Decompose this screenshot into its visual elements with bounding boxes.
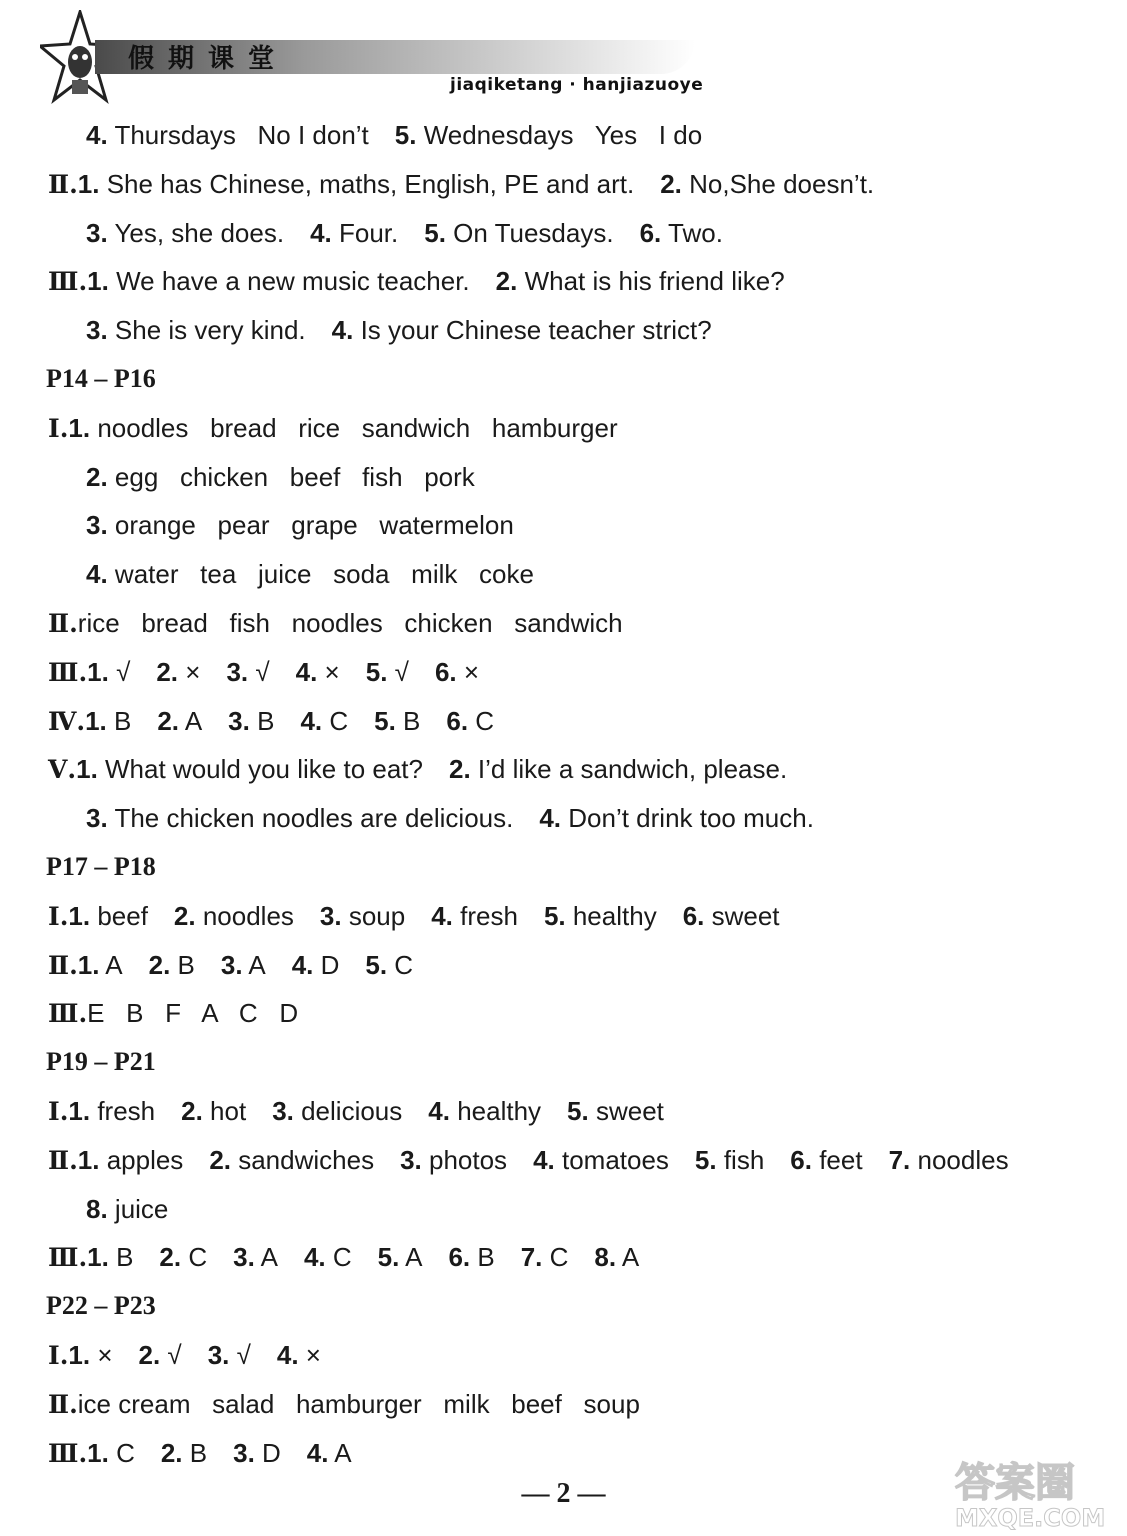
answer-item <box>395 115 702 155</box>
item-number: 5. <box>365 657 388 687</box>
item-number: 4. <box>291 950 314 980</box>
item-number: 3. <box>233 1438 255 1468</box>
item-number: 2. <box>209 1145 231 1175</box>
question-label: Ⅴ. <box>48 755 77 784</box>
item-number: 1. <box>87 1438 109 1468</box>
watermark-line1: 答案圈 <box>955 1460 1075 1506</box>
item-text: × <box>178 657 201 687</box>
item-text: What would you like to eat? <box>97 754 423 784</box>
item-number: 2. <box>181 1096 203 1126</box>
answer-line <box>86 798 814 838</box>
answer-item <box>277 1335 321 1375</box>
item-number: 1. <box>87 266 109 296</box>
item-number: 1. <box>87 657 109 687</box>
answer-item <box>87 993 298 1033</box>
answer-item <box>221 945 266 985</box>
item-text: B <box>395 706 421 736</box>
item-text: rice bread fish noodles chicken sandwich <box>77 608 623 638</box>
answer-item <box>86 457 475 497</box>
answer-item <box>86 554 534 594</box>
item-number: 1. <box>87 1242 109 1272</box>
item-number: 4. <box>310 218 332 248</box>
answer-item <box>161 1433 207 1473</box>
answer-line <box>48 1433 352 1473</box>
question-label: Ⅲ. <box>48 658 88 687</box>
answer-item <box>521 1237 569 1277</box>
answer-item <box>435 652 479 692</box>
answer-item <box>181 1091 246 1131</box>
answer-line <box>48 1237 639 1277</box>
item-text: √ <box>387 657 409 687</box>
answer-item <box>446 701 494 741</box>
item-text: sandwiches <box>231 1145 375 1175</box>
answer-item <box>640 213 723 253</box>
answer-line <box>48 164 874 204</box>
item-text: × <box>456 657 480 687</box>
item-text: apples <box>99 1145 184 1175</box>
item-number: 4. <box>295 657 318 687</box>
item-text: water tea juice soda milk coke <box>107 559 534 589</box>
answer-item <box>85 701 131 741</box>
answer-item <box>87 261 470 301</box>
item-number: 6. <box>446 706 469 736</box>
answer-item <box>533 1140 669 1180</box>
item-number: 5. <box>543 901 566 931</box>
item-text: Thursdays No I don’t <box>107 120 369 150</box>
question-label: Ⅲ. <box>48 1439 88 1468</box>
answer-item <box>296 652 340 692</box>
answer-item <box>310 213 398 253</box>
item-text: She has Chinese, maths, English, PE and art. <box>99 169 635 199</box>
section-heading: P14 – P16 <box>46 364 156 393</box>
item-number: 5. <box>694 1145 717 1175</box>
answer-item <box>567 1091 664 1131</box>
page-header <box>0 0 1127 110</box>
item-number: 7. <box>520 1242 543 1272</box>
answer-item <box>378 1237 423 1277</box>
item-text: A <box>399 1242 423 1272</box>
answer-line <box>48 945 413 985</box>
item-number: 4. <box>86 559 108 589</box>
item-number: 3. <box>207 1340 230 1370</box>
answer-line <box>48 408 618 448</box>
item-text: √ <box>160 1340 182 1370</box>
item-number: 4. <box>533 1145 555 1175</box>
item-number: 5. <box>377 1242 400 1272</box>
answer-item <box>233 1433 281 1473</box>
item-text: C <box>181 1242 208 1272</box>
item-number: 2. <box>173 901 196 931</box>
item-text: tomatoes <box>554 1145 669 1175</box>
answer-line <box>86 310 712 350</box>
item-number: 2. <box>660 169 682 199</box>
item-text: C <box>468 706 495 736</box>
item-text: beef <box>90 901 148 931</box>
answer-item <box>78 1384 640 1424</box>
answer-line <box>48 701 494 741</box>
item-text: D <box>254 1438 281 1468</box>
item-number: 2. <box>159 1242 182 1272</box>
item-number: 4. <box>86 120 108 150</box>
item-text: B <box>170 950 195 980</box>
answer-item <box>86 213 284 253</box>
item-text: A <box>179 706 203 736</box>
item-number: 1. <box>77 950 100 980</box>
item-number: 1. <box>68 901 91 931</box>
answer-item <box>87 652 130 692</box>
answer-item <box>365 945 413 985</box>
item-text: B <box>249 706 275 736</box>
answer-line <box>86 554 534 594</box>
item-text: Yes, she does. <box>107 218 285 248</box>
answer-item <box>428 1091 541 1131</box>
question-label: Ⅱ. <box>48 1390 78 1419</box>
answer-line <box>86 213 723 253</box>
answer-item <box>424 213 613 253</box>
answer-line <box>48 1091 664 1131</box>
item-text: B <box>182 1438 208 1468</box>
item-text: I’d like a sandwich, please. <box>470 754 788 784</box>
answer-item <box>449 749 787 789</box>
item-text: A <box>328 1438 352 1468</box>
item-number: 5. <box>394 120 417 150</box>
answer-item <box>496 261 785 301</box>
item-number: 5. <box>365 950 388 980</box>
item-number: 7. <box>888 1145 911 1175</box>
question-label: Ⅱ. <box>48 170 78 199</box>
item-text: C <box>542 1242 569 1272</box>
item-text: No,She doesn’t. <box>681 169 875 199</box>
answer-item <box>78 603 623 643</box>
question-label: Ⅲ. <box>48 267 88 296</box>
item-text: × <box>90 1340 113 1370</box>
item-text: fresh <box>90 1096 156 1126</box>
question-label: Ⅲ. <box>48 999 88 1028</box>
item-text: She is very kind. <box>107 315 306 345</box>
item-text: Is your Chinese teacher strict? <box>353 315 712 345</box>
item-number: 6. <box>639 218 662 248</box>
item-number: 2. <box>138 1340 161 1370</box>
answer-item <box>272 1091 402 1131</box>
item-number: 3. <box>272 1096 294 1126</box>
item-text: Two. <box>661 218 723 248</box>
answer-item <box>139 1335 182 1375</box>
answer-item <box>366 652 409 692</box>
item-text: E B F A C D <box>87 998 299 1028</box>
answer-line <box>86 505 514 545</box>
answer-item <box>660 164 874 204</box>
item-text: A <box>242 950 266 980</box>
answer-item <box>400 1140 507 1180</box>
item-text: A <box>616 1242 640 1272</box>
item-number: 2. <box>495 266 518 296</box>
item-number: 5. <box>424 218 446 248</box>
item-number: 4. <box>539 803 562 833</box>
question-label: Ⅱ. <box>48 609 78 638</box>
item-number: 4. <box>306 1438 329 1468</box>
item-text: √ <box>229 1340 251 1370</box>
item-text: D <box>313 950 340 980</box>
item-text: A <box>99 950 123 980</box>
item-text: × <box>298 1340 321 1370</box>
answer-item <box>86 798 513 838</box>
item-number: 5. <box>374 706 396 736</box>
answer-line <box>48 261 785 301</box>
item-text: C <box>322 706 349 736</box>
item-text: hot <box>202 1096 247 1126</box>
answer-item <box>228 701 274 741</box>
item-text: juice <box>107 1194 169 1224</box>
item-number: 3. <box>319 901 342 931</box>
answer-item <box>539 798 814 838</box>
question-label: Ⅱ. <box>48 1146 78 1175</box>
item-number: 3. <box>400 1145 422 1175</box>
item-number: 2. <box>156 657 179 687</box>
answer-item <box>683 896 780 936</box>
item-number: 3. <box>228 706 250 736</box>
item-text: We have a new music teacher. <box>108 266 470 296</box>
item-text: feet <box>811 1145 863 1175</box>
item-text: Four. <box>331 218 399 248</box>
item-number: 6. <box>790 1145 812 1175</box>
item-text: Don’t drink too much. <box>561 803 814 833</box>
item-number: 8. <box>594 1242 617 1272</box>
answer-item <box>68 1335 112 1375</box>
answer-item <box>86 115 369 155</box>
item-number: 4. <box>331 315 354 345</box>
item-number: 3. <box>226 657 249 687</box>
answer-line <box>86 115 702 155</box>
answer-item <box>209 1140 374 1180</box>
answer-item <box>320 896 405 936</box>
item-number: 1. <box>68 413 91 443</box>
answer-item <box>87 1433 135 1473</box>
question-label: Ⅲ. <box>48 1243 88 1272</box>
question-label: Ⅱ. <box>48 951 78 980</box>
answer-item <box>544 896 657 936</box>
item-number: 8. <box>86 1194 108 1224</box>
item-text: noodles <box>910 1145 1009 1175</box>
answer-item <box>68 408 617 448</box>
answer-item <box>76 749 423 789</box>
item-text: B <box>106 706 132 736</box>
item-number: 2. <box>448 754 471 784</box>
item-number: 6. <box>434 657 457 687</box>
item-number: 1. <box>77 1145 100 1175</box>
answer-item <box>374 701 420 741</box>
item-number: 4. <box>276 1340 299 1370</box>
item-text: delicious <box>293 1096 403 1126</box>
page-number: — 2 — <box>521 1478 606 1509</box>
section-heading: P17 – P18 <box>46 852 156 881</box>
item-number: 3. <box>86 510 108 540</box>
item-number: 1. <box>85 706 107 736</box>
answer-line <box>48 603 623 643</box>
answer-item <box>86 1189 168 1229</box>
section-heading: P22 – P23 <box>46 1291 156 1320</box>
answer-line <box>48 896 780 936</box>
answer-line <box>48 1140 1009 1180</box>
item-text: C <box>387 950 414 980</box>
answer-item <box>292 945 340 985</box>
answer-item <box>332 310 712 350</box>
answer-line <box>48 993 298 1033</box>
item-number: 4. <box>300 706 323 736</box>
answer-item <box>68 896 148 936</box>
answer-item <box>68 1091 155 1131</box>
answer-item <box>307 1433 352 1473</box>
item-number: 4. <box>428 1096 450 1126</box>
watermark-logo-icon <box>935 1448 1125 1533</box>
item-number: 2. <box>157 706 180 736</box>
answer-item <box>86 505 514 545</box>
answer-item <box>431 896 518 936</box>
answer-item <box>208 1335 251 1375</box>
question-label: Ⅰ. <box>48 414 69 443</box>
answer-item <box>594 1237 639 1277</box>
item-number: 1. <box>77 169 100 199</box>
answer-line <box>86 1189 168 1229</box>
item-text: sweet <box>588 1096 664 1126</box>
item-text: healthy <box>565 901 657 931</box>
item-number: 3. <box>233 1242 255 1272</box>
item-text: A <box>254 1242 278 1272</box>
answer-item <box>78 945 123 985</box>
question-label: Ⅰ. <box>48 1341 69 1370</box>
item-text: C <box>325 1242 352 1272</box>
answer-item <box>87 1237 133 1277</box>
item-text: photos <box>421 1145 508 1175</box>
answer-item <box>86 310 306 350</box>
answer-item <box>233 1237 278 1277</box>
answer-item <box>156 652 200 692</box>
item-text: ice cream salad hamburger milk beef soup <box>77 1389 640 1419</box>
item-number: 1. <box>68 1096 91 1126</box>
item-text: B <box>470 1242 495 1272</box>
item-number: 1. <box>68 1340 91 1370</box>
header-subtitle: jiaqiketang · hanjiazuoye <box>450 75 704 95</box>
answer-item <box>159 1237 207 1277</box>
item-text: C <box>108 1438 135 1468</box>
answer-item <box>448 1237 494 1277</box>
item-number: 3. <box>86 315 108 345</box>
item-text: The chicken noodles are delicious. <box>107 803 514 833</box>
item-text: √ <box>108 657 131 687</box>
item-text: healthy <box>449 1096 542 1126</box>
item-number: 3. <box>86 803 108 833</box>
item-number: 6. <box>682 901 705 931</box>
watermark-line2: MXQE.COM <box>955 1504 1106 1532</box>
item-number: 3. <box>86 218 108 248</box>
question-label: Ⅰ. <box>48 1097 69 1126</box>
answer-item <box>78 1140 184 1180</box>
answer-line <box>48 749 787 789</box>
item-text: B <box>108 1242 134 1272</box>
answer-item <box>226 652 269 692</box>
section-heading: P19 – P21 <box>46 1047 156 1076</box>
answer-item <box>157 701 202 741</box>
item-number: 4. <box>431 901 453 931</box>
answer-item <box>149 945 195 985</box>
item-text: noodles bread rice sandwich hamburger <box>90 413 618 443</box>
question-label: Ⅰ. <box>48 902 69 931</box>
answer-item <box>790 1140 862 1180</box>
item-text: egg chicken beef fish pork <box>107 462 475 492</box>
answer-item <box>889 1140 1009 1180</box>
answer-line <box>86 457 475 497</box>
item-number: 3. <box>220 950 243 980</box>
item-text: What is his friend like? <box>517 266 785 296</box>
question-label: Ⅳ. <box>48 707 86 736</box>
item-text: On Tuesdays. <box>445 218 614 248</box>
item-text: orange pear grape watermelon <box>107 510 514 540</box>
item-text: noodles <box>195 901 294 931</box>
item-text: √ <box>248 657 270 687</box>
item-number: 4. <box>303 1242 326 1272</box>
answer-line <box>48 652 479 692</box>
item-text: sweet <box>704 901 780 931</box>
answer-line <box>48 1384 640 1424</box>
item-number: 1. <box>76 754 98 784</box>
answer-item <box>304 1237 352 1277</box>
item-text: soup <box>341 901 406 931</box>
answer-item <box>174 896 294 936</box>
answer-item <box>695 1140 764 1180</box>
item-text: fresh <box>452 901 518 931</box>
item-number: 2. <box>148 950 171 980</box>
answer-line <box>48 1335 321 1375</box>
header-title: 假期课堂 <box>128 44 289 74</box>
item-number: 2. <box>160 1438 183 1468</box>
item-text: fish <box>716 1145 765 1175</box>
item-number: 2. <box>86 462 108 492</box>
item-number: 5. <box>567 1096 589 1126</box>
item-number: 6. <box>448 1242 471 1272</box>
item-text: × <box>317 657 340 687</box>
answer-item <box>300 701 348 741</box>
answer-item <box>78 164 634 204</box>
item-text: Wednesdays Yes I do <box>416 120 703 150</box>
